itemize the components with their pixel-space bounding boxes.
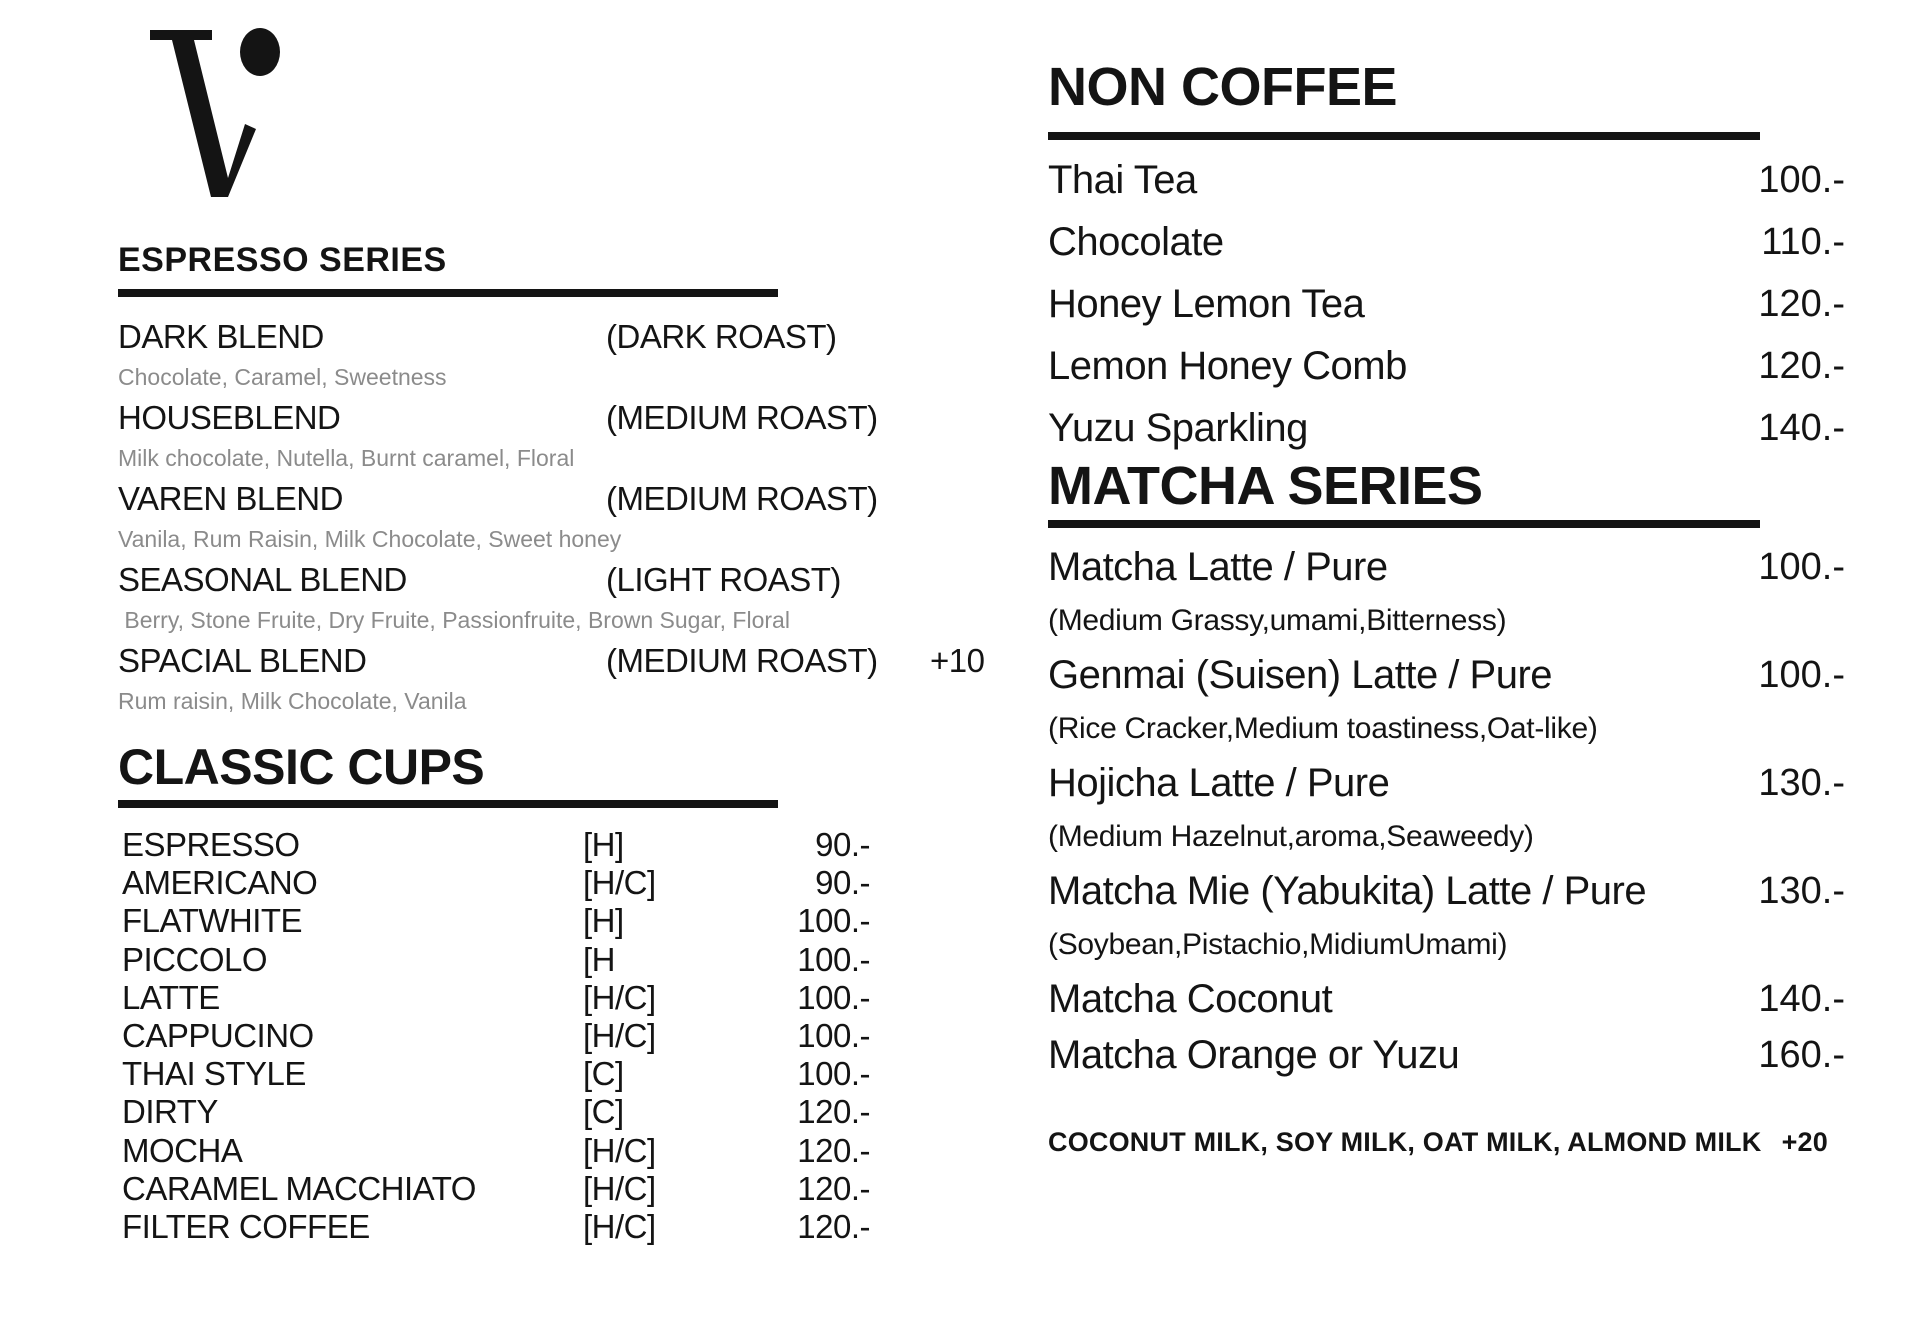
classic-cups-row <box>118 1132 870 1170</box>
matcha-item-description: (Medium Hazelnut,aroma,Seaweedy) <box>1048 820 1534 853</box>
matcha-item-description: (Rice Cracker,Medium toastiness,Oat-like) <box>1048 712 1598 745</box>
classic-cups-row <box>118 826 870 864</box>
espresso-series-divider <box>118 289 778 297</box>
classic-cups-row <box>118 1093 870 1131</box>
classic-cups-row <box>118 902 870 940</box>
drink-temperature: [H <box>583 940 615 978</box>
drink-price: 100.- <box>1758 545 1845 588</box>
drink-temperature: [H] <box>583 902 624 940</box>
drink-name: Genmai (Suisen) Latte / Pure <box>1048 652 1553 697</box>
espresso-item-surcharge: +10 <box>930 642 985 679</box>
classic-cups-row <box>118 941 870 979</box>
drink-price: 100.- <box>1758 158 1845 201</box>
drink-price: 100.- <box>797 1055 870 1093</box>
drink-price: 120.- <box>797 1131 870 1169</box>
matcha-series-divider <box>1048 520 1760 528</box>
drink-name: CARAMEL MACCHIATO <box>122 1169 476 1207</box>
drink-price: 120.- <box>797 1093 870 1131</box>
matcha-item <box>1048 1027 1845 1083</box>
espresso-item <box>118 640 985 721</box>
classic-cups-row <box>118 979 870 1017</box>
drink-name: Lemon Honey Comb <box>1048 343 1407 388</box>
right-column <box>1048 57 1845 1158</box>
espresso-series-title: ESPRESSO SERIES <box>118 241 447 279</box>
matcha-series-list <box>1048 539 1845 1083</box>
drink-name: DIRTY <box>122 1093 218 1131</box>
non-coffee-row <box>1048 149 1845 211</box>
non-coffee-row <box>1048 397 1845 459</box>
espresso-item-description: Rum raisin, Milk Chocolate, Vanila <box>118 688 467 714</box>
matcha-item <box>1048 647 1845 755</box>
drink-price: 100.- <box>1758 653 1845 696</box>
matcha-item-description: (Medium Grassy,umami,Bitterness) <box>1048 604 1507 637</box>
drink-name: Chocolate <box>1048 219 1224 264</box>
drink-temperature: [H/C] <box>583 1131 656 1169</box>
drink-price: 100.- <box>797 1017 870 1055</box>
non-coffee-list <box>1048 149 1845 459</box>
espresso-item-roast: (MEDIUM ROAST) <box>606 399 878 436</box>
v-logo-icon <box>148 26 283 201</box>
drink-price: 90.- <box>815 864 870 902</box>
espresso-item <box>118 559 872 640</box>
drink-price: 120.- <box>797 1169 870 1207</box>
espresso-item <box>118 478 878 559</box>
non-coffee-divider <box>1048 132 1760 140</box>
classic-cups-row <box>118 864 870 902</box>
espresso-item-roast: (DARK ROAST) <box>606 318 837 355</box>
non-coffee-row <box>1048 335 1845 397</box>
drink-name: PICCOLO <box>122 940 268 978</box>
milk-options-label: COCONUT MILK, SOY MILK, OAT MILK, ALMOND MILK <box>1048 1127 1762 1157</box>
drink-temperature: [H/C] <box>583 864 656 902</box>
drink-name: Yuzu Sparkling <box>1048 405 1308 450</box>
drink-price: 130.- <box>1758 869 1845 912</box>
espresso-item-roast: (MEDIUM ROAST) <box>606 642 878 679</box>
espresso-item-roast: (MEDIUM ROAST) <box>606 480 878 517</box>
espresso-item-name: SEASONAL BLEND <box>118 561 407 598</box>
drink-name: FLATWHITE <box>122 902 303 940</box>
matcha-item-description: (Soybean,Pistachio,MidiumUmami) <box>1048 928 1508 961</box>
drink-temperature: [C] <box>583 1093 624 1131</box>
drink-name: FILTER COFFEE <box>122 1207 370 1245</box>
drink-name: Matcha Coconut <box>1048 976 1333 1021</box>
drink-price: 100.- <box>797 940 870 978</box>
classic-cups-row <box>118 1055 870 1093</box>
drink-temperature: [H/C] <box>583 1017 656 1055</box>
drink-name: Thai Tea <box>1048 157 1197 202</box>
drink-temperature: [H] <box>583 826 624 864</box>
left-column <box>118 26 985 1246</box>
drink-name: Matcha Orange or Yuzu <box>1048 1032 1460 1077</box>
matcha-series-title: MATCHA SERIES <box>1048 456 1483 516</box>
classic-cups-row <box>118 1208 870 1246</box>
drink-price: 120.- <box>797 1207 870 1245</box>
drink-name: THAI STYLE <box>122 1055 306 1093</box>
drink-name: Hojicha Latte / Pure <box>1048 760 1390 805</box>
espresso-item-name: SPACIAL BLEND <box>118 642 367 679</box>
matcha-item <box>1048 539 1845 647</box>
espresso-item-description: Milk chocolate, Nutella, Burnt caramel, Floral <box>118 445 575 471</box>
espresso-item-description: Berry, Stone Fruite, Dry Fruite, Passionfruite, Brown Sugar, Floral <box>118 607 790 633</box>
espresso-item <box>118 316 872 397</box>
classic-cups-divider <box>118 800 778 808</box>
drink-name: Honey Lemon Tea <box>1048 281 1365 326</box>
matcha-item <box>1048 755 1845 863</box>
drink-temperature: [C] <box>583 1055 624 1093</box>
drink-temperature: [H/C] <box>583 1207 656 1245</box>
drink-name: AMERICANO <box>122 864 318 902</box>
drink-price: 130.- <box>1758 761 1845 804</box>
drink-price: 100.- <box>797 978 870 1016</box>
drink-price: 90.- <box>815 826 870 864</box>
drink-name: LATTE <box>122 978 220 1016</box>
classic-cups-list <box>118 826 872 1246</box>
espresso-item-name: DARK BLEND <box>118 318 324 355</box>
espresso-series-list <box>118 316 985 721</box>
drink-name: Matcha Mie (Yabukita) Latte / Pure <box>1048 868 1647 913</box>
drink-price: 110.- <box>1761 220 1845 263</box>
espresso-item-roast: (LIGHT ROAST) <box>606 561 841 598</box>
espresso-item-name: HOUSEBLEND <box>118 399 341 436</box>
drink-name: MOCHA <box>122 1131 243 1169</box>
matcha-item <box>1048 863 1845 971</box>
classic-cups-row <box>118 1170 870 1208</box>
non-coffee-title: NON COFFEE <box>1048 57 1398 117</box>
drink-temperature: [H/C] <box>583 978 656 1016</box>
espresso-item-description: Chocolate, Caramel, Sweetness <box>118 364 447 390</box>
milk-options-note <box>1048 1127 1828 1158</box>
classic-cups-row <box>118 1017 870 1055</box>
non-coffee-row <box>1048 273 1845 335</box>
brand-logo <box>148 26 288 201</box>
classic-cups-title: CLASSIC CUPS <box>118 739 485 795</box>
milk-options-surcharge: +20 <box>1781 1127 1828 1157</box>
drink-price: 140.- <box>1758 406 1845 449</box>
espresso-item <box>118 397 878 478</box>
drink-price: 120.- <box>1758 344 1845 387</box>
drink-price: 140.- <box>1758 977 1845 1020</box>
matcha-item <box>1048 971 1845 1027</box>
drink-price: 120.- <box>1758 282 1845 325</box>
non-coffee-row <box>1048 211 1845 273</box>
drink-name: CAPPUCINO <box>122 1017 314 1055</box>
drink-price: 100.- <box>797 902 870 940</box>
drink-name: ESPRESSO <box>122 826 300 864</box>
drink-name: Matcha Latte / Pure <box>1048 544 1388 589</box>
drink-temperature: [H/C] <box>583 1169 656 1207</box>
espresso-item-description: Vanila, Rum Raisin, Milk Chocolate, Sweet honey <box>118 526 622 552</box>
espresso-item-name: VAREN BLEND <box>118 480 343 517</box>
drink-price: 160.- <box>1758 1033 1845 1076</box>
